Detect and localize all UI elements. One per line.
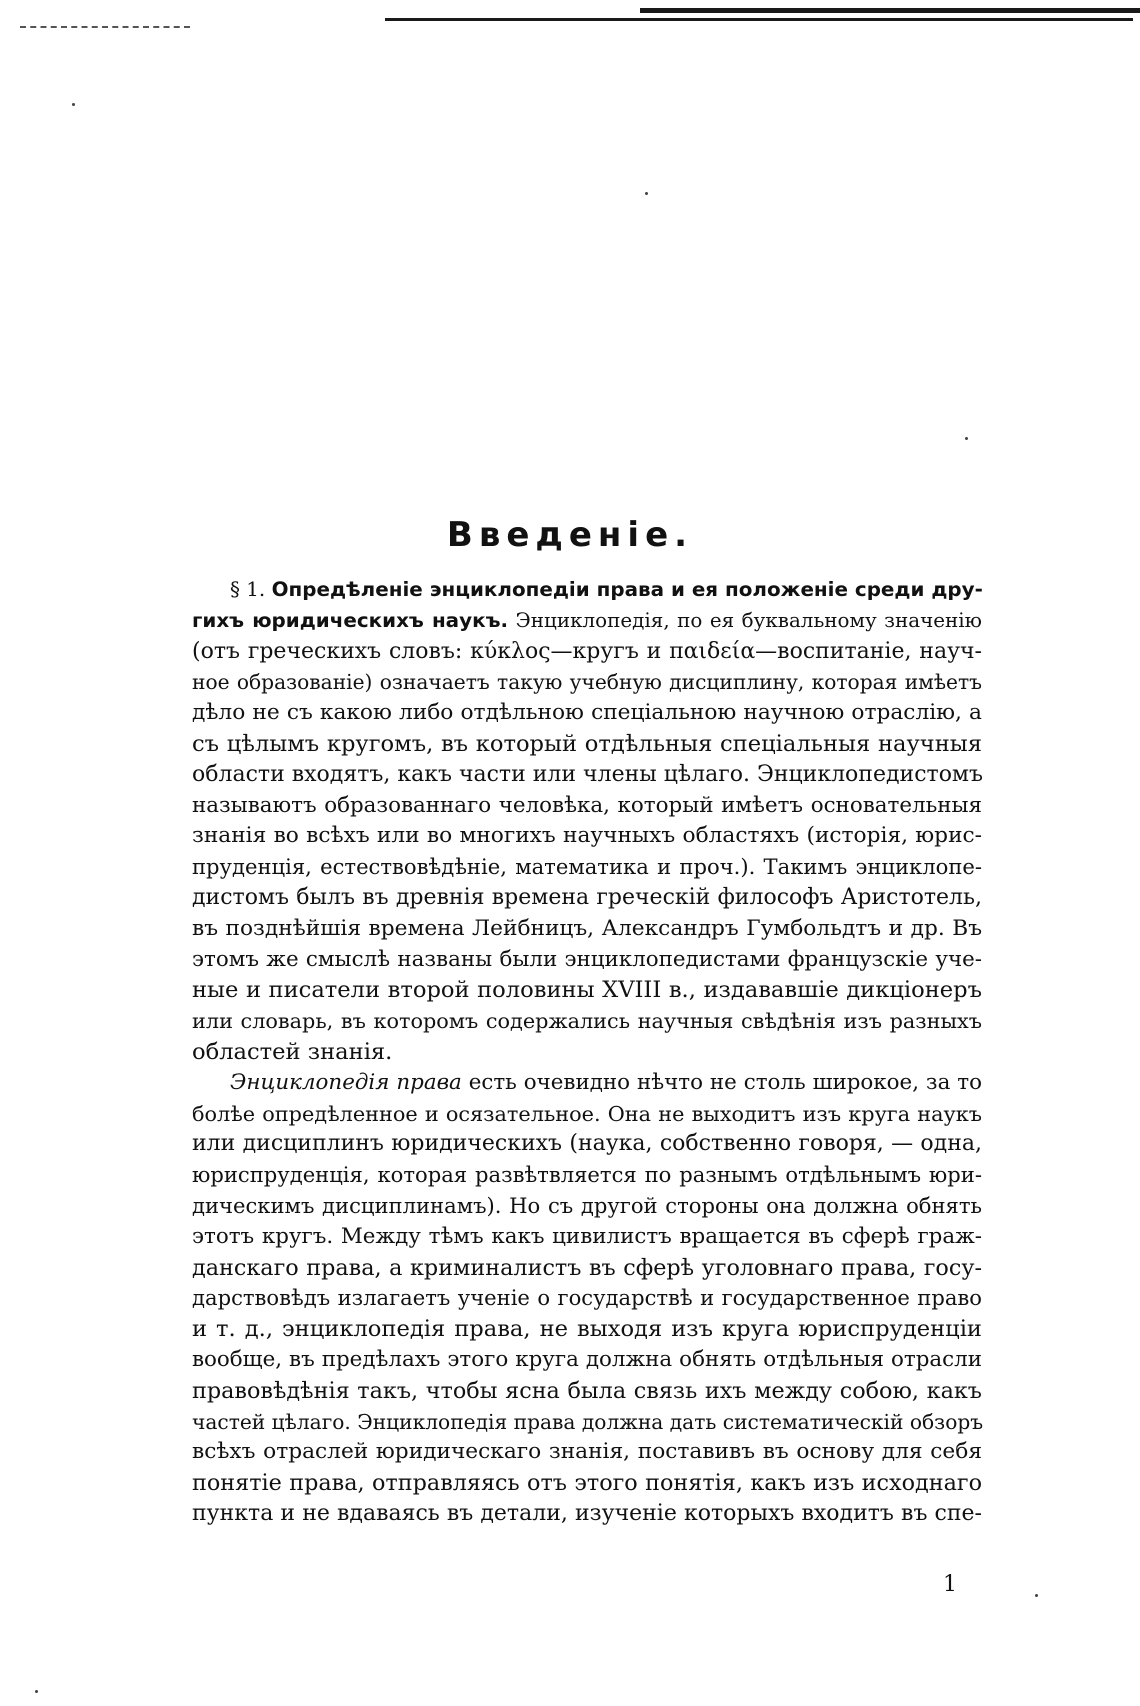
text-line: областей знанія. bbox=[192, 1038, 393, 1065]
scan-speck bbox=[965, 437, 968, 440]
text-line: или словарь, въ которомъ содержались научныя свѣдѣнія изъ разныхъ bbox=[192, 1009, 982, 1034]
scan-speck bbox=[1035, 1594, 1038, 1597]
text-line: всѣхъ отраслей юридическаго знанія, поставивъ въ основу для себя bbox=[192, 1439, 982, 1465]
text-line: пункта и не вдаваясь въ детали, изученіе которыхъ входитъ въ спе- bbox=[192, 1500, 982, 1526]
text-line: вообще, въ предѣлахъ этого круга должна обнять отдѣльныя отрасли bbox=[192, 1346, 982, 1372]
section-title: Опредѣленіе энциклопедіи права и ея положеніе среди дру- bbox=[271, 578, 983, 601]
scan-speck bbox=[645, 192, 648, 195]
term-italic: Энциклопедія права bbox=[230, 1069, 462, 1095]
text-line: понятіе права, отправляясь отъ этого понятія, какъ изъ исходнаго bbox=[192, 1470, 982, 1497]
text-line: знанія во всѣхъ или во многихъ научныхъ областяхъ (исторія, юрис- bbox=[192, 823, 982, 849]
text-line: съ цѣлымъ кругомъ, въ который отдѣльныя спеціальныя научныя bbox=[192, 730, 982, 757]
text-line: и т. д., энциклопедія права, не выходя изъ круга юриспруденціи bbox=[192, 1316, 982, 1343]
text-line: данскаго права, а криминалистъ въ сферѣ уголовнаго права, госу- bbox=[192, 1254, 982, 1281]
text-run: Энциклопедія, по ея буквальному значенію bbox=[508, 608, 982, 632]
text-line: дическимъ дисциплинамъ). Но съ другой стороны она должна обнять bbox=[192, 1192, 982, 1218]
text-run: есть очевидно нѣчто не столь широкое, за то bbox=[461, 1069, 982, 1095]
text-line: называютъ образованнаго человѣка, который имѣетъ основательныя bbox=[192, 792, 982, 818]
section-mark: § 1. bbox=[230, 578, 272, 601]
top-rule bbox=[385, 18, 1133, 21]
top-rule-thick bbox=[640, 8, 1140, 13]
text-line: этотъ кругъ. Между тѣмъ какъ цивилистъ вращается въ сферѣ граж- bbox=[192, 1223, 982, 1249]
scan-speck bbox=[72, 103, 75, 106]
text-line: ное образованіе) означаетъ такую учебную дисциплину, которая имѣетъ bbox=[192, 670, 982, 695]
text-line: болѣе опредѣленное и осязательное. Она не выходитъ изъ круга наукъ bbox=[192, 1101, 982, 1126]
top-left-dash bbox=[20, 26, 190, 28]
text-line bbox=[192, 606, 982, 637]
page-title: Введеніе. bbox=[446, 514, 694, 555]
body-text bbox=[192, 575, 982, 1530]
text-line: дистомъ былъ въ древнія времена греческій философъ Аристотель, bbox=[192, 884, 982, 910]
text-line: юриспруденція, которая развѣтвляется по разнымъ отдѣльнымъ юри- bbox=[192, 1162, 982, 1188]
text-line: правовѣдѣнія такъ, чтобы ясна была связь ихъ между собою, какъ bbox=[192, 1377, 982, 1404]
text-line: или дисциплинъ юридическихъ (наука, собственно говоря, — одна, bbox=[192, 1131, 982, 1157]
text-line: области входятъ, какъ части или члены цѣлаго. Энциклопедистомъ bbox=[192, 761, 984, 787]
text-line bbox=[192, 1068, 982, 1099]
scan-speck bbox=[35, 1690, 38, 1693]
page-number: 1 bbox=[943, 1572, 957, 1597]
text-line: дѣло не съ какою либо отдѣльною спеціальною научною отраслію, а bbox=[192, 700, 982, 726]
text-line: (отъ греческихъ словъ: κύκλος—кругъ и παιδεία—воспитаніе, науч- bbox=[192, 638, 982, 664]
text-line: частей цѣлаго. Энциклопедія права должна дать систематическій обзоръ bbox=[192, 1409, 984, 1434]
text-line: пруденція, естествовѣдѣніе, математика и проч.). Такимъ энциклопе- bbox=[192, 854, 982, 880]
text-line bbox=[192, 575, 982, 606]
text-line: этомъ же смыслѣ названы были энциклопедистами французскіе уче- bbox=[192, 946, 982, 972]
text-line: ные и писатели второй половины XVIII в., издававшіе дикціонеръ bbox=[192, 977, 982, 1004]
text-line: въ позднѣйшія времена Лейбницъ, Александръ Гумбольдтъ и др. Въ bbox=[192, 915, 982, 941]
text-line: дарствовѣдъ излагаетъ ученіе о государствѣ и государственное право bbox=[192, 1285, 982, 1311]
section-title-end: гихъ юридическихъ наукъ. bbox=[192, 608, 509, 632]
